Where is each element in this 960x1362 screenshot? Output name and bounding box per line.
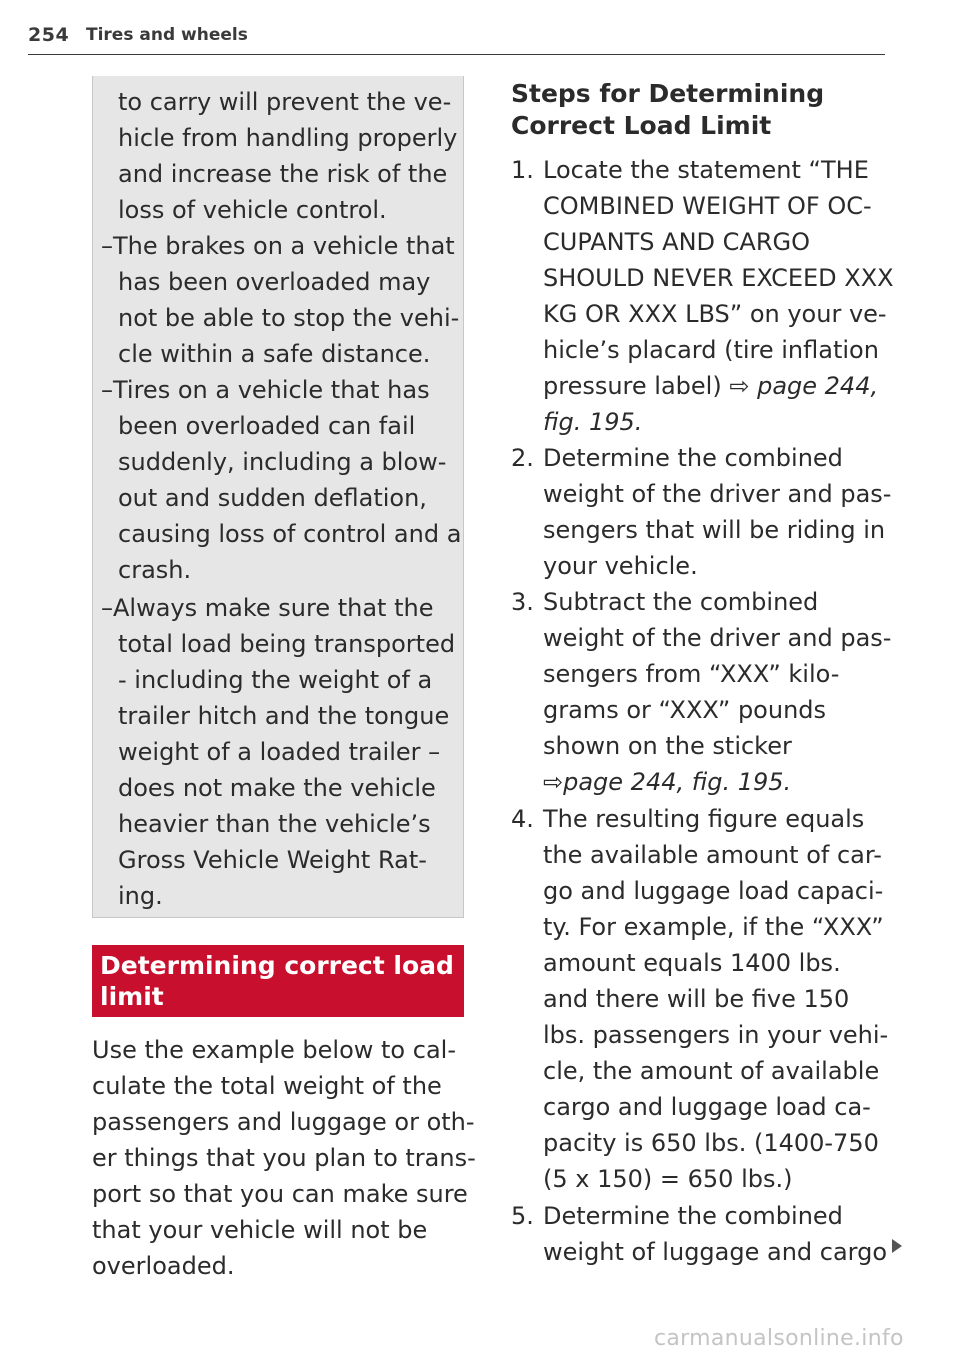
watermark: carmanualsonline.info: [654, 1326, 904, 1351]
step-line: cle, the amount of available: [543, 1057, 880, 1085]
step-line: the available amount of car-: [543, 841, 882, 869]
step-line: weight of the driver and pas-: [543, 480, 892, 508]
step-line: weight of the driver and pas-: [543, 624, 892, 652]
step-line: shown on the sticker: [543, 732, 792, 760]
warning-line: not be able to stop the vehi-: [118, 304, 460, 332]
section-heading-line: Determining correct load: [100, 951, 454, 980]
step-line: sengers that will be riding in: [543, 516, 886, 544]
step-line: CUPANTS AND CARGO: [543, 228, 810, 256]
page-ref-arrow-icon: ⇨: [729, 372, 750, 400]
page-ref-link[interactable]: page 244, fig. 195.: [563, 768, 792, 796]
step-line: ty. For example, if the “XXX”: [543, 913, 884, 941]
page-ref-link[interactable]: page 244,: [757, 372, 879, 400]
step-number: 5.: [511, 1202, 534, 1230]
step-line: weight of luggage and cargo: [543, 1238, 888, 1266]
page-header: [28, 24, 885, 55]
warning-line: to carry will prevent the ve-: [118, 88, 452, 116]
step-number: 3.: [511, 588, 534, 616]
step-number: 4.: [511, 805, 534, 833]
section-heading: [92, 945, 464, 1017]
intro-line: passengers and luggage or oth-: [92, 1108, 475, 1136]
step-text: pressure label): [543, 372, 730, 400]
step-line: Subtract the combined: [543, 588, 819, 616]
warning-line: loss of vehicle control.: [118, 196, 387, 224]
step-line: SHOULD NEVER EXCEED XXX: [543, 264, 894, 292]
warning-line: - including the weight of a: [118, 666, 433, 694]
step-line: (5 x 150) = 650 lbs.): [543, 1165, 793, 1193]
step-line: your vehicle.: [543, 552, 698, 580]
warning-line: crash.: [118, 556, 192, 584]
step-line: sengers from “XXX” kilo-: [543, 660, 840, 688]
warning-line: out and sudden deflation,: [118, 484, 427, 512]
warning-line: total load being transported: [118, 630, 456, 658]
step-line: Locate the statement “THE: [543, 156, 869, 184]
intro-line: that your vehicle will not be: [92, 1216, 428, 1244]
section-heading-line: limit: [100, 982, 164, 1011]
step-line: lbs. passengers in your vehi-: [543, 1021, 889, 1049]
step-line-with-ref: [543, 368, 878, 404]
warning-line: –Tires on a vehicle that has: [101, 376, 430, 404]
step-line: Determine the combined: [543, 1202, 843, 1230]
warning-line: hicle from handling properly: [118, 124, 458, 152]
step-line: amount equals 1400 lbs.: [543, 949, 841, 977]
step-number: 2.: [511, 444, 534, 472]
warning-line: Gross Vehicle Weight Rat-: [118, 846, 427, 874]
page-number: 254: [28, 24, 70, 46]
intro-line: Use the example below to cal-: [92, 1036, 456, 1064]
warning-line: and increase the risk of the: [118, 160, 448, 188]
step-line: pacity is 650 lbs. (1400-750: [543, 1129, 879, 1157]
warning-line: ing.: [118, 882, 163, 910]
intro-line: overloaded.: [92, 1252, 235, 1280]
step-line: The resulting figure equals: [543, 805, 865, 833]
step-line: cargo and luggage load ca-: [543, 1093, 871, 1121]
step-line: COMBINED WEIGHT OF OC-: [543, 192, 872, 220]
intro-line: port so that you can make sure: [92, 1180, 468, 1208]
step-line: go and luggage load capaci-: [543, 877, 884, 905]
warning-line: cle within a safe distance.: [118, 340, 431, 368]
intro-line: er things that you plan to trans-: [92, 1144, 476, 1172]
steps-heading: Correct Load Limit: [511, 111, 772, 140]
step-line-with-ref: [543, 764, 791, 800]
warning-line: –Always make sure that the: [101, 594, 434, 622]
page-ref-arrow-icon: ⇨: [543, 768, 564, 796]
step-line: hicle’s placard (tire inflation: [543, 336, 879, 364]
intro-line: culate the total weight of the: [92, 1072, 442, 1100]
continue-arrow-icon: [892, 1239, 902, 1253]
section-title: Tires and wheels: [86, 25, 248, 45]
steps-heading: Steps for Determining: [511, 79, 825, 108]
warning-line: –The brakes on a vehicle that: [101, 232, 455, 260]
warning-line: suddenly, including a blow-: [118, 448, 447, 476]
step-line: grams or “XXX” pounds: [543, 696, 827, 724]
step-number: 1.: [511, 156, 534, 184]
step-line: Determine the combined: [543, 444, 843, 472]
warning-line: trailer hitch and the tongue: [118, 702, 450, 730]
step-line: KG OR XXX LBS” on your ve-: [543, 300, 887, 328]
warning-line: heavier than the vehicle’s: [118, 810, 431, 838]
warning-line: has been overloaded may: [118, 268, 431, 296]
warning-line: been overloaded can fail: [118, 412, 416, 440]
warning-line: causing loss of control and a: [118, 520, 462, 548]
warning-line: weight of a loaded trailer –: [118, 738, 441, 766]
warning-line: does not make the vehicle: [118, 774, 436, 802]
step-line: and there will be five 150: [543, 985, 850, 1013]
page-ref-link[interactable]: fig. 195.: [543, 408, 643, 436]
